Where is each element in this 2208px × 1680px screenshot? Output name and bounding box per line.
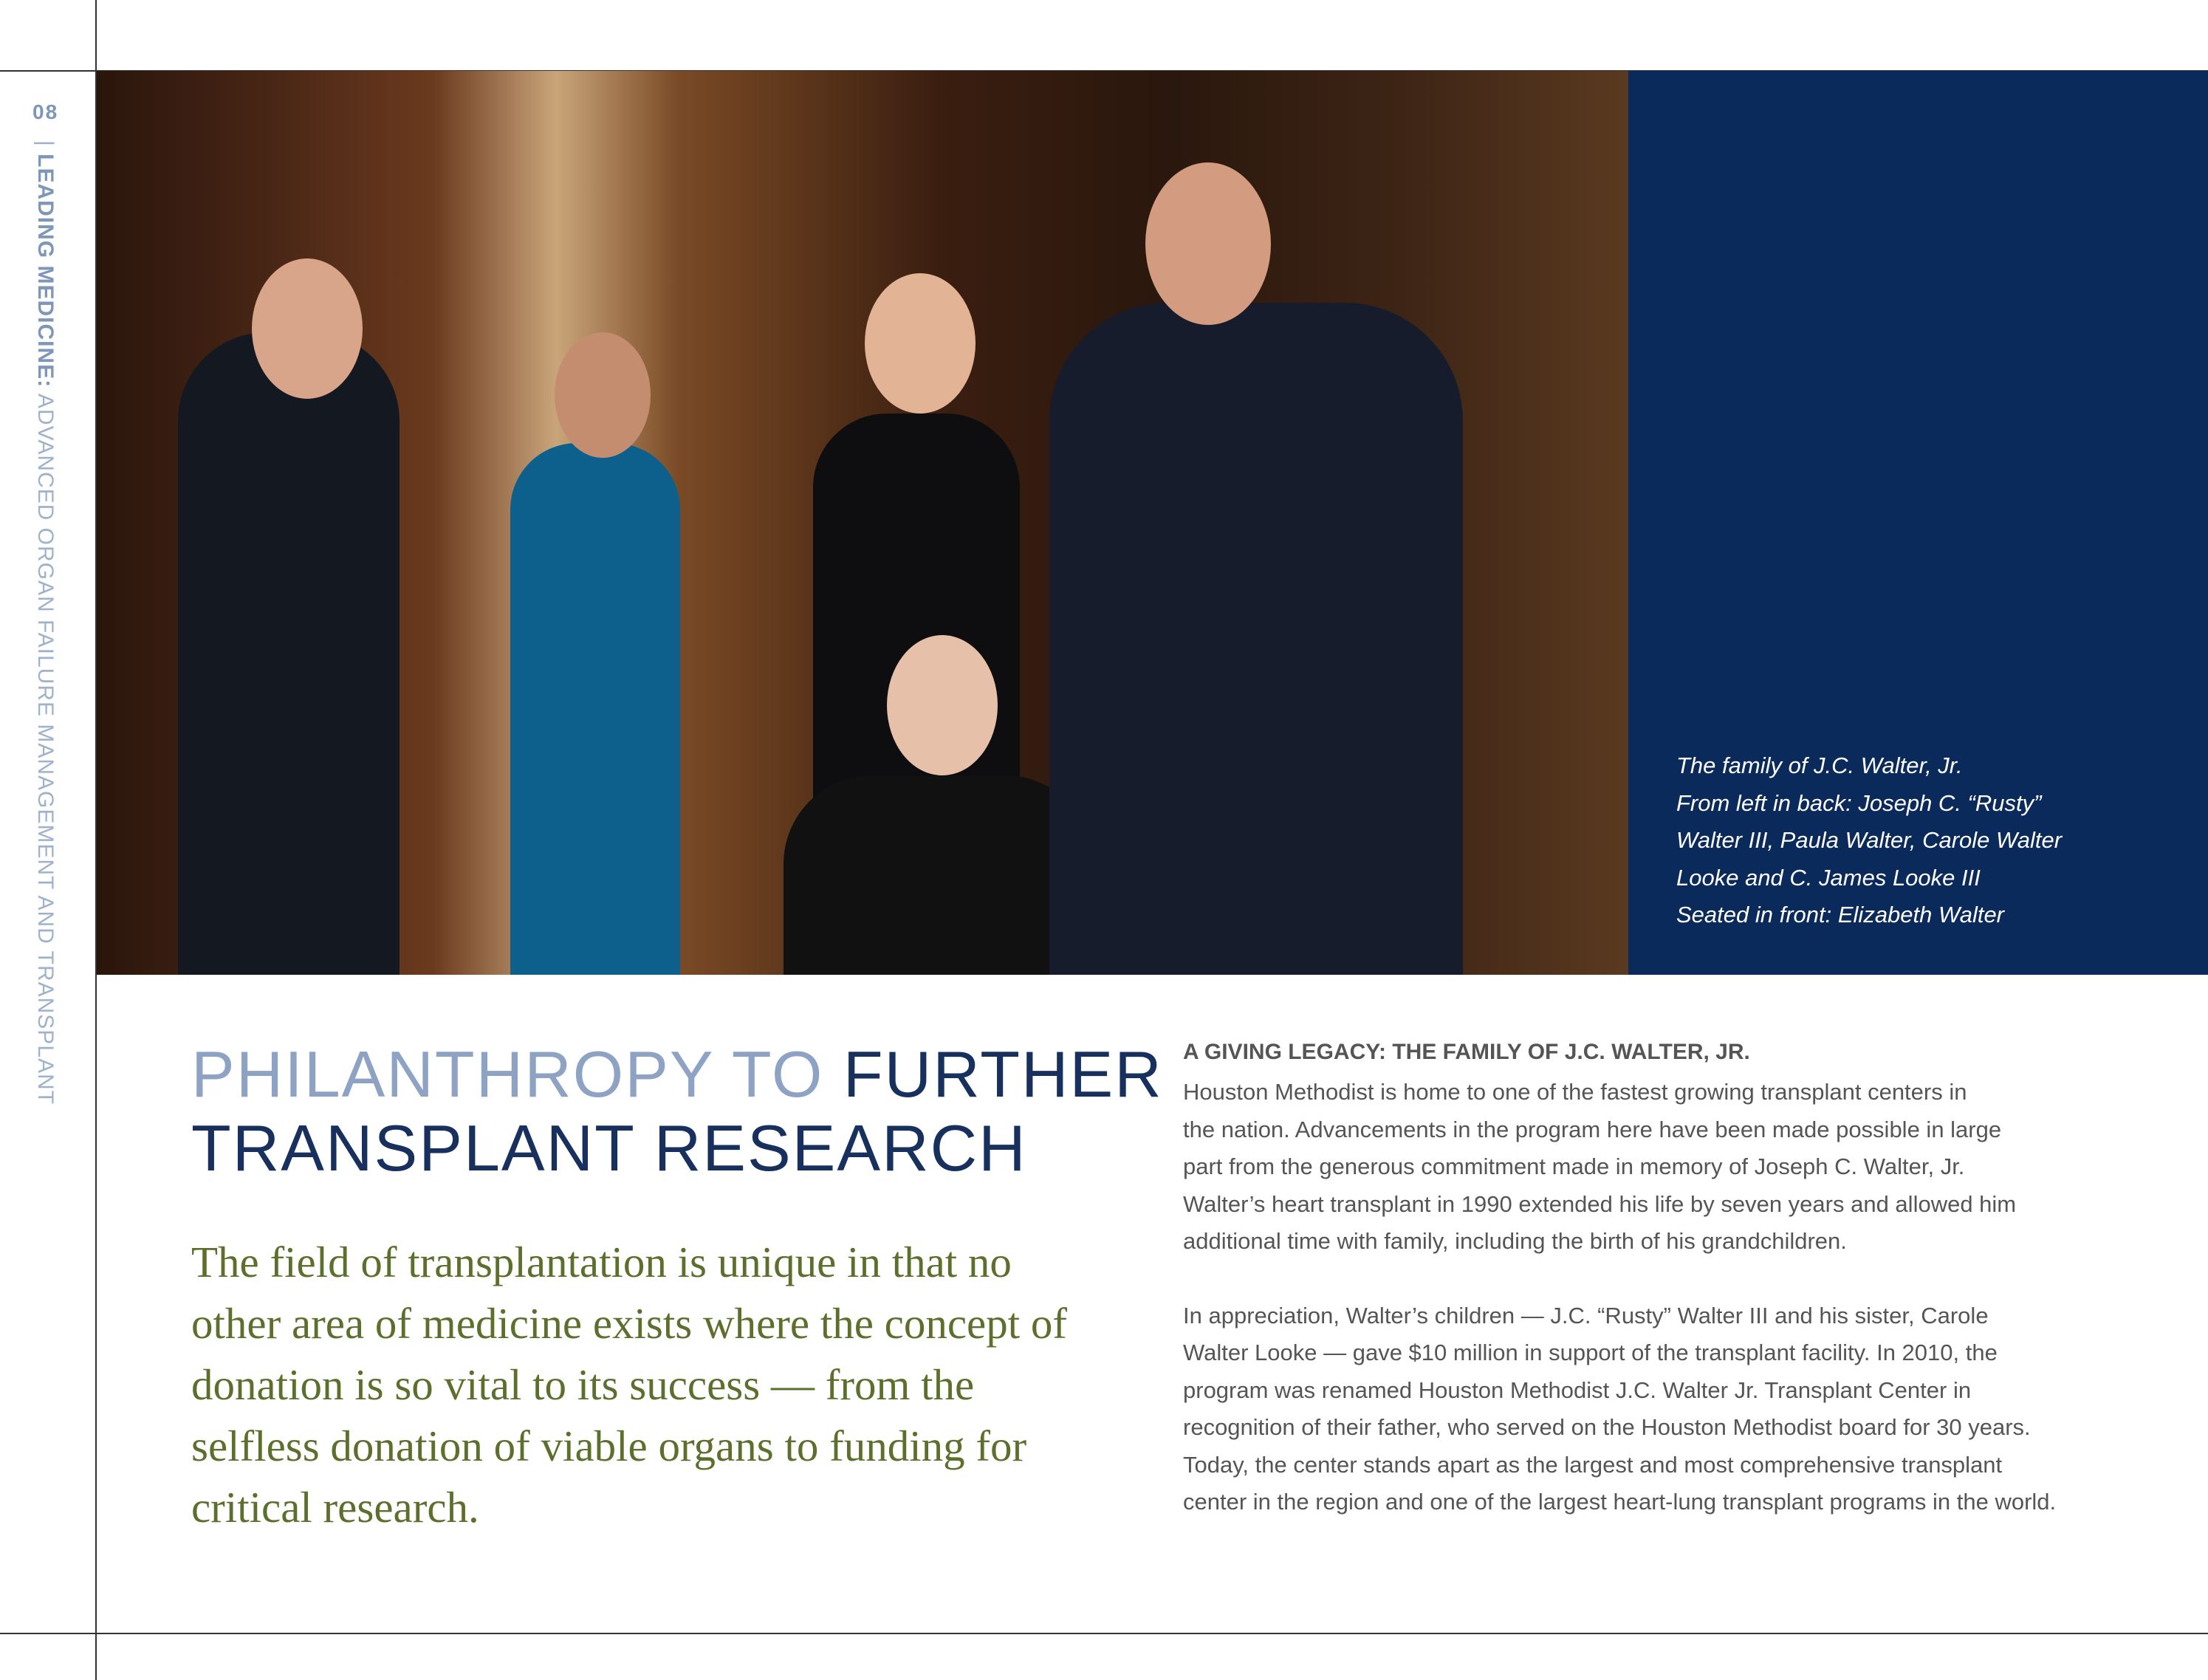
title-light: PHILANTHROPY TO bbox=[191, 1038, 843, 1111]
pull-quote: The field of transplantation is unique in that no other area of medicine exists where the concept of donation is so vital to its success — from the selfless donation of viable organs to funding for critical research. bbox=[191, 1238, 1068, 1532]
caption-line: Walter III, Paula Walter, Carole Walter bbox=[1676, 827, 2063, 853]
figure-head bbox=[252, 258, 363, 399]
figure-head bbox=[865, 273, 976, 414]
article-title: A GIVING LEGACY: THE FAMILY OF J.C. WALTER, JR. bbox=[1183, 1040, 1750, 1064]
page-title bbox=[191, 1038, 1163, 1185]
section-label-light: ADVANCED ORGAN FAILURE MANAGEMENT AND TRANSPLANT bbox=[33, 388, 58, 1105]
caption-line: The family of J.C. Walter, Jr. bbox=[1676, 752, 1963, 778]
figure-head bbox=[1145, 162, 1271, 325]
family-photo bbox=[97, 71, 1628, 975]
title-dark-line2: TRANSPLANT RESEARCH bbox=[191, 1111, 1027, 1184]
figure-head bbox=[555, 332, 651, 458]
title-dark: FURTHER bbox=[843, 1038, 1163, 1111]
bottom-rule bbox=[0, 1633, 2208, 1634]
section-label: | LEADING MEDICINE: ADVANCED ORGAN FAILURE MANAGEMENT AND TRANSPLANT bbox=[33, 140, 58, 1105]
caption-line: Seated in front: Elizabeth Walter bbox=[1676, 902, 2005, 928]
caption-line: From left in back: Joseph C. “Rusty” bbox=[1676, 789, 2042, 816]
section-label-bold: LEADING MEDICINE: bbox=[33, 154, 58, 388]
article-paragraph: In appreciation, Walter’s children — J.C. “Rusty” Walter III and his sister, Carole Walter Looke — gave $10 million in support of the transplant facility. In 2010, the program was renamed Houston Methodist J.C. Walter Jr. Transplant Center in recognition of their father, who served on the Houston Methodist board for 30 years. Today, the center stands apart as the largest and most comprehensive transplant center in the region and one of the largest heart-lung transplant programs in the world. bbox=[1183, 1302, 2057, 1515]
photo-caption bbox=[1676, 747, 2062, 934]
figure-man-left bbox=[178, 332, 400, 975]
figure-woman-blue bbox=[510, 443, 680, 975]
figure-seated-woman bbox=[784, 775, 1094, 975]
figure-man-right bbox=[1049, 303, 1463, 975]
article bbox=[1183, 1040, 2113, 1521]
figure-head bbox=[887, 635, 998, 775]
page-number: 08 bbox=[32, 100, 59, 123]
article-paragraph: Houston Methodist is home to one of the fastest growing transplant centers in the nation. Advancements in the program here have been made possible in large part from the generous commitment made in memory of Joseph C. Walter, Jr. Walter’s heart transplant in 1990 extended his life by seven years and allowed him additional time with family, including the birth of his grandchildren. bbox=[1183, 1079, 2017, 1254]
caption-line: Looke and C. James Looke III bbox=[1676, 864, 1981, 891]
